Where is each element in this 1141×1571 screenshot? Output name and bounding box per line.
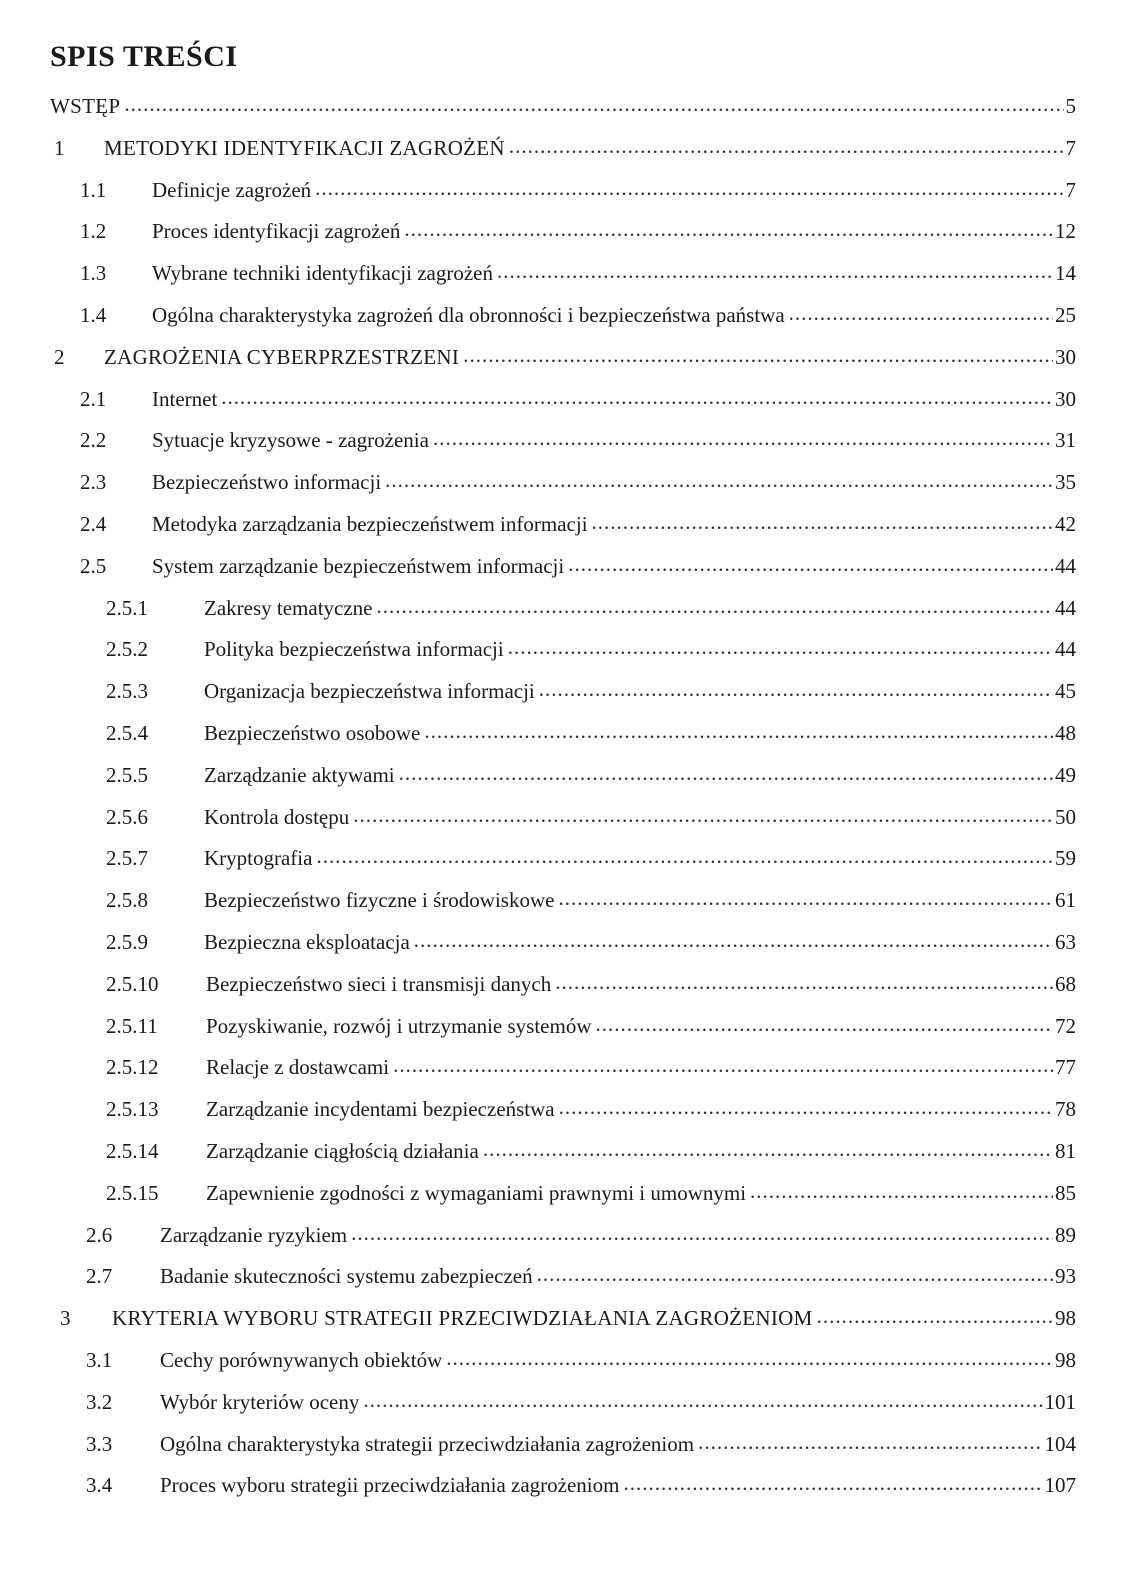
toc-entry — [86, 1384, 1076, 1414]
toc-entry-page: 42 — [1055, 512, 1076, 536]
toc-entry-number: 2.5.7 — [106, 846, 148, 870]
toc-entry-number: 2.5.4 — [106, 721, 148, 745]
toc-entry-label: Bezpieczeństwo informacji — [152, 470, 382, 494]
toc-entry-page: 14 — [1055, 261, 1076, 285]
dot-leader — [698, 1430, 1042, 1454]
toc-entry-number: 2 — [54, 345, 65, 369]
dot-leader — [463, 343, 1053, 367]
toc-entry-label: Organizacja bezpieczeństwa informacji — [204, 679, 535, 703]
toc-entry-page: 12 — [1055, 219, 1076, 243]
toc-entry-label: ZAGROŻENIA CYBERPRZESTRZENI — [104, 345, 460, 369]
toc-entry — [80, 172, 1076, 202]
page-title: SPIS TREŚCI — [50, 40, 238, 73]
dot-leader — [789, 301, 1053, 325]
toc-entry-label: Cechy porównywanych obiektów — [160, 1348, 443, 1372]
toc-entry-page: 72 — [1055, 1014, 1076, 1038]
toc-entry-label: Proces wyboru strategii przeciwdziałania zagrożeniom — [160, 1473, 620, 1497]
toc-entry-number: 2.5.10 — [106, 972, 159, 996]
toc-entry — [106, 715, 1076, 745]
toc-entry-label: Ogólna charakterystyka strategii przeciwdziałania zagrożeniom — [160, 1432, 695, 1456]
toc-entry-number: 2.6 — [86, 1223, 113, 1247]
toc-entry — [106, 673, 1076, 703]
toc-entry — [86, 1258, 1076, 1288]
toc-entry-page: 7 — [1065, 136, 1076, 160]
dot-leader — [623, 1471, 1042, 1495]
toc-entry — [80, 464, 1076, 494]
toc-entry-label: Zarządzanie incydentami bezpieczeństwa — [206, 1097, 555, 1121]
toc-entry-number: 1 — [54, 136, 65, 160]
toc-entry — [50, 88, 1076, 118]
toc-entry — [106, 840, 1076, 870]
toc-entry — [80, 213, 1076, 243]
toc-entry-number: 2.5.15 — [106, 1181, 159, 1205]
toc-entry-page: 48 — [1055, 721, 1076, 745]
toc-entry-page: 78 — [1055, 1097, 1076, 1121]
toc-entry-number: 2.5 — [80, 554, 107, 578]
dot-leader — [414, 928, 1053, 952]
dot-leader — [592, 510, 1053, 534]
dot-leader — [750, 1179, 1053, 1203]
toc-entry-label: Bezpieczeństwo osobowe — [204, 721, 421, 745]
toc-entry-page: 49 — [1055, 763, 1076, 787]
toc-entry — [54, 339, 1076, 369]
toc-entry-number: 2.7 — [86, 1264, 113, 1288]
toc-entry-label: KRYTERIA WYBORU STRATEGII PRZECIWDZIAŁANIA ZAGROŻENIOM — [112, 1306, 813, 1330]
toc-entry-label: System zarządzanie bezpieczeństwem informacji — [152, 554, 565, 578]
toc-entry-page: 44 — [1055, 596, 1076, 620]
toc-entry — [60, 1300, 1076, 1330]
toc-entry-number: 2.5.2 — [106, 637, 148, 661]
toc-entry-label: Zapewnienie zgodności z wymaganiami prawnymi i umownymi — [206, 1181, 747, 1205]
toc-entry-label: Bezpieczeństwo sieci i transmisji danych — [206, 972, 552, 996]
dot-leader — [497, 259, 1053, 283]
toc-entry-page: 59 — [1055, 846, 1076, 870]
toc-entry-number: 1.3 — [80, 261, 107, 285]
toc-entry — [106, 1049, 1076, 1079]
toc-entry-page: 25 — [1055, 303, 1076, 327]
toc-entry-label: Metodyka zarządzania bezpieczeństwem informacji — [152, 512, 588, 536]
toc-entry-page: 81 — [1055, 1139, 1076, 1163]
toc-entry-number: 2.1 — [80, 387, 107, 411]
toc-entry-number: 2.2 — [80, 428, 107, 452]
dot-leader — [315, 176, 1063, 200]
toc-entry-label: Kryptografia — [204, 846, 313, 870]
dot-leader — [483, 1137, 1053, 1161]
dot-leader — [539, 677, 1053, 701]
toc-entry-page: 98 — [1055, 1306, 1076, 1330]
toc-entry-label: Ogólna charakterystyka zagrożeń dla obronności i bezpieczeństwa państwa — [152, 303, 785, 327]
toc-entry-label: Internet — [152, 387, 218, 411]
dot-leader — [393, 1053, 1053, 1077]
toc-entry — [54, 130, 1076, 160]
dot-leader — [351, 1221, 1053, 1245]
toc-entry-page: 44 — [1055, 637, 1076, 661]
toc-entry-page: 104 — [1044, 1432, 1076, 1456]
toc-entry-number: 3 — [60, 1306, 71, 1330]
dot-leader — [353, 803, 1053, 827]
dot-leader — [558, 886, 1053, 910]
toc-entry-page: 7 — [1065, 178, 1076, 202]
toc-entry-label: METODYKI IDENTYFIKACJI ZAGROŻEŃ — [104, 136, 505, 160]
toc-entry-label: Polityka bezpieczeństwa informacji — [204, 637, 504, 661]
toc-entry-page: 68 — [1055, 972, 1076, 996]
toc-entry — [86, 1426, 1076, 1456]
dot-leader — [568, 552, 1053, 576]
toc-entry-number: 2.5.11 — [106, 1014, 158, 1038]
toc-entry-label: Sytuacje kryzysowe - zagrożenia — [152, 428, 429, 452]
dot-leader — [817, 1304, 1053, 1328]
dot-leader — [596, 1012, 1053, 1036]
dot-leader — [404, 217, 1053, 241]
toc-entry-page: 98 — [1055, 1348, 1076, 1372]
dot-leader — [316, 844, 1053, 868]
dot-leader — [377, 594, 1054, 618]
toc-entry-number: 2.5.3 — [106, 679, 148, 703]
dot-leader — [399, 761, 1053, 785]
dot-leader — [385, 468, 1053, 492]
toc-entry-page: 44 — [1055, 554, 1076, 578]
toc-entry — [106, 757, 1076, 787]
toc-entry-label: Definicje zagrożeń — [152, 178, 312, 202]
toc-entry — [86, 1467, 1076, 1497]
toc-entry-page: 77 — [1055, 1055, 1076, 1079]
toc-entry — [80, 381, 1076, 411]
toc-entry-label: WSTĘP — [50, 94, 121, 118]
toc-entry — [80, 422, 1076, 452]
dot-leader — [363, 1388, 1042, 1412]
toc-entry-page: 30 — [1055, 345, 1076, 369]
toc-entry-number: 2.5.5 — [106, 763, 148, 787]
dot-leader — [559, 1095, 1053, 1119]
toc-entry-label: Proces identyfikacji zagrożeń — [152, 219, 401, 243]
toc-entry-page: 85 — [1055, 1181, 1076, 1205]
toc-entry-number: 2.3 — [80, 470, 107, 494]
dot-leader — [508, 635, 1053, 659]
toc-entry — [106, 1175, 1076, 1205]
toc-entry-label: Relacje z dostawcami — [206, 1055, 390, 1079]
toc-entry-page: 35 — [1055, 470, 1076, 494]
dot-leader — [124, 92, 1063, 116]
toc-entry-page: 89 — [1055, 1223, 1076, 1247]
toc-entry-number: 3.3 — [86, 1432, 113, 1456]
dot-leader — [509, 134, 1064, 158]
toc-entry — [80, 255, 1076, 285]
toc-entry-page: 31 — [1055, 428, 1076, 452]
toc-entry-page: 107 — [1044, 1473, 1076, 1497]
toc-entry-page: 30 — [1055, 387, 1076, 411]
toc-entry-number: 2.5.13 — [106, 1097, 159, 1121]
toc-entry — [80, 548, 1076, 578]
toc-entry-label: Bezpieczna eksploatacja — [204, 930, 410, 954]
toc-entry-number: 1.4 — [80, 303, 107, 327]
toc-entry-number: 2.5.6 — [106, 805, 148, 829]
dot-leader — [555, 970, 1053, 994]
toc-entry-number: 2.5.8 — [106, 888, 148, 912]
toc-entry-number: 3.1 — [86, 1348, 113, 1372]
toc-entry-label: Zarządzanie aktywami — [204, 763, 395, 787]
toc-entry-number: 1.1 — [80, 178, 107, 202]
toc-entry-page: 5 — [1065, 94, 1076, 118]
toc-entry-page: 101 — [1044, 1390, 1076, 1414]
toc-entry — [106, 799, 1076, 829]
toc-entry-label: Zarządzanie ciągłością działania — [206, 1139, 479, 1163]
toc-entry-label: Zakresy tematyczne — [204, 596, 373, 620]
toc-entry-number: 3.2 — [86, 1390, 113, 1414]
toc-entry-label: Pozyskiwanie, rozwój i utrzymanie systemów — [206, 1014, 592, 1038]
dot-leader — [221, 385, 1053, 409]
toc-entry-label: Wybrane techniki identyfikacji zagrożeń — [152, 261, 493, 285]
toc-entry-number: 2.5.9 — [106, 930, 148, 954]
toc-entry-number: 2.5.12 — [106, 1055, 159, 1079]
toc-entry-number: 2.5.14 — [106, 1139, 159, 1163]
toc-entry — [106, 882, 1076, 912]
toc-entry-label: Kontrola dostępu — [204, 805, 350, 829]
toc-entry — [106, 1008, 1076, 1038]
toc-entry-label: Wybór kryteriów oceny — [160, 1390, 360, 1414]
toc-entry-number: 3.4 — [86, 1473, 113, 1497]
toc-entry-page: 63 — [1055, 930, 1076, 954]
dot-leader — [433, 426, 1053, 450]
toc-entry-page: 45 — [1055, 679, 1076, 703]
dot-leader — [446, 1346, 1053, 1370]
toc-entry-label: Zarządzanie ryzykiem — [160, 1223, 348, 1247]
toc-entry — [106, 631, 1076, 661]
toc-entry-page: 50 — [1055, 805, 1076, 829]
toc-entry — [86, 1217, 1076, 1247]
toc-entry-number: 1.2 — [80, 219, 107, 243]
toc-entry — [86, 1342, 1076, 1372]
toc-entry — [80, 506, 1076, 536]
toc-entry-page: 61 — [1055, 888, 1076, 912]
toc-entry — [106, 1091, 1076, 1121]
toc-entry-label: Badanie skuteczności systemu zabezpieczeń — [160, 1264, 533, 1288]
toc-entry-number: 2.5.1 — [106, 596, 148, 620]
toc-entry — [80, 297, 1076, 327]
toc-entry-label: Bezpieczeństwo fizyczne i środowiskowe — [204, 888, 555, 912]
toc-entry — [106, 966, 1076, 996]
toc-entry-page: 93 — [1055, 1264, 1076, 1288]
toc-entry — [106, 590, 1076, 620]
toc-entry — [106, 924, 1076, 954]
dot-leader — [537, 1262, 1053, 1286]
toc-entry-number: 2.4 — [80, 512, 107, 536]
dot-leader — [424, 719, 1053, 743]
toc-entry — [106, 1133, 1076, 1163]
